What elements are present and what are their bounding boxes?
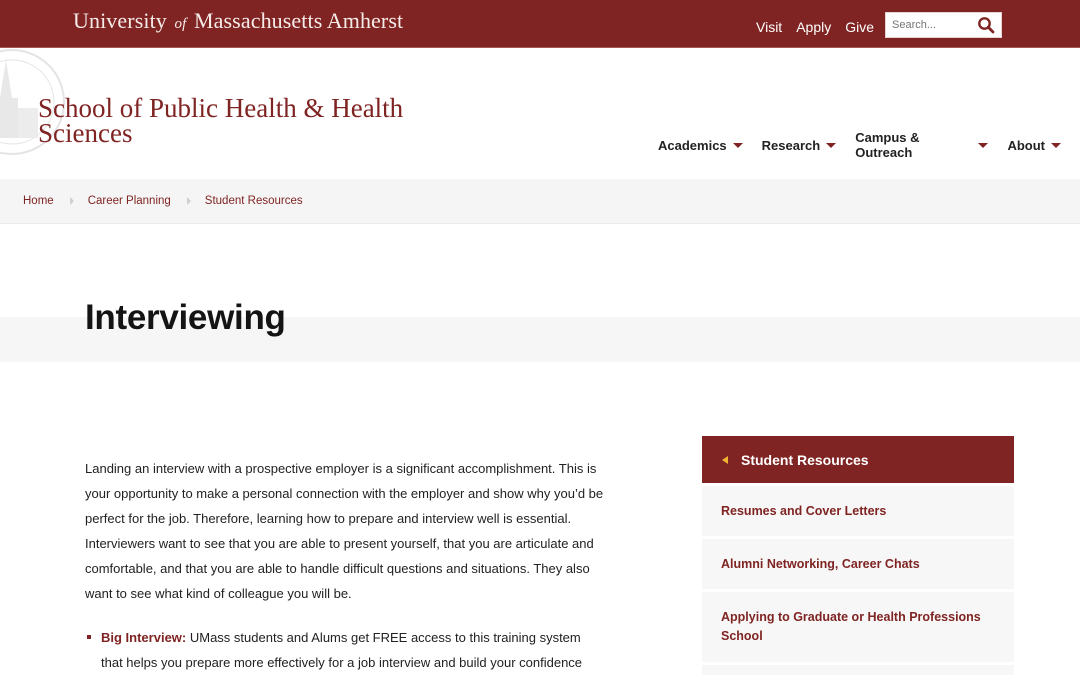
sidebar-item-next[interactable]	[702, 665, 1014, 675]
give-link[interactable]: Give	[845, 19, 875, 35]
sidebar-item-label: Applying to Graduate or Health Professions School	[721, 610, 981, 643]
logo-massachusetts: Massachusetts Amherst	[193, 8, 404, 33]
list-item	[85, 625, 605, 675]
logo-university: University	[73, 8, 167, 33]
nav-label: About	[1007, 137, 1045, 153]
breadcrumb	[0, 179, 1080, 224]
main-nav	[658, 130, 1080, 160]
site-header	[0, 48, 1080, 179]
logo-of: of	[174, 16, 187, 32]
visit-link[interactable]: Visit	[756, 19, 783, 35]
caret-left-icon	[722, 456, 728, 464]
nav-label: Research	[761, 137, 821, 153]
sidebar-item-alumni-networking[interactable]	[702, 539, 1014, 589]
caret-down-icon	[733, 143, 743, 148]
umass-logo[interactable]	[73, 8, 403, 34]
caret-down-icon	[1051, 143, 1061, 148]
caret-down-icon	[826, 143, 836, 148]
sidebar-header-label: Student Resources	[741, 451, 869, 468]
breadcrumb-home[interactable]: Home	[23, 195, 54, 207]
sidebar-item-graduate-school[interactable]	[702, 592, 1014, 662]
nav-label: Academics	[658, 137, 727, 153]
nav-label: Campus & Outreach	[855, 130, 920, 160]
big-interview-link[interactable]: Big Interview:	[101, 630, 187, 645]
intro-paragraph: Landing an interview with a prospective employer is a significant accomplishment. This is your opportunity to make a personal connection with the employer and show why you’d be perfect for the job. Therefore, learning how to prepare and interview well is essential. Interviewers want to see that you are able to present yourself, that you are articulate and comfortable, and that you are able to handle difficult questions and situations. They also want to see what kind of colleague you will be.	[85, 461, 604, 601]
caret-down-icon	[978, 143, 988, 148]
nav-academics[interactable]	[658, 130, 743, 160]
breadcrumb-career-planning[interactable]: Career Planning	[87, 195, 171, 207]
utility-links	[756, 19, 874, 35]
site-title[interactable]: School of Public Health & Health Sciences	[38, 93, 404, 148]
sidebar-item-label: Alumni Networking, Career Chats	[721, 556, 920, 571]
nav-research[interactable]	[762, 130, 837, 160]
breadcrumb-separator-icon	[70, 197, 74, 205]
main-content	[85, 456, 605, 675]
search-input[interactable]	[886, 14, 974, 36]
sidebar-item-resumes[interactable]	[702, 486, 1014, 536]
resource-list	[85, 625, 605, 675]
breadcrumb-student-resources[interactable]: Student Resources	[204, 195, 303, 207]
sidebar-item-label: Resumes and Cover Letters	[721, 503, 887, 518]
search-box	[885, 12, 1002, 38]
page-title: Interviewing	[85, 298, 286, 337]
search-button[interactable]	[974, 13, 998, 37]
apply-link[interactable]: Apply	[796, 19, 832, 35]
sidebar-nav	[702, 436, 1014, 675]
breadcrumb-separator-icon	[187, 197, 191, 205]
nav-about[interactable]	[1007, 130, 1061, 160]
list-item-text: UMass students and Alums get FREE access to this training system that helps you prepare more effectively for a job interview and build your confidence	[101, 630, 583, 670]
nav-campus-outreach[interactable]	[855, 130, 988, 160]
magnifier-icon	[977, 16, 995, 34]
sidebar-header-student-resources[interactable]	[702, 436, 1014, 483]
top-bar	[0, 0, 1080, 48]
